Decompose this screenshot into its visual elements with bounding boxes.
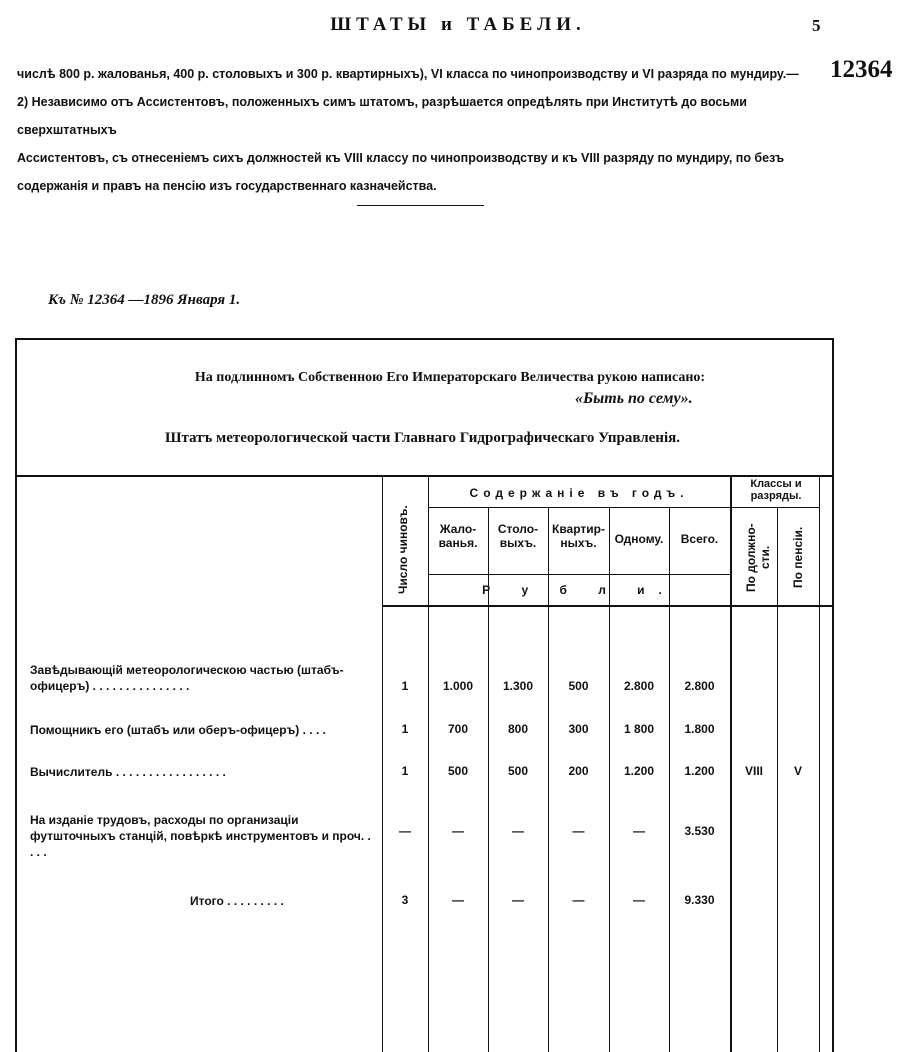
row-value: 1.000 [442, 679, 474, 693]
row-name: На изданіе трудовъ, расходы по организаціи футшточныхъ станцій, повѣркѣ инструментовъ и проч. . . . . [30, 813, 371, 859]
paragraph [17, 60, 817, 200]
running-header: ШТАТЫ и ТАБЕЛИ. [330, 14, 586, 35]
divider [777, 507, 778, 1052]
row-value: — [572, 824, 585, 838]
row-value: — [633, 893, 645, 907]
approval-text: На подлинномъ Собственною Его Императорскаго Величества рукою написано: [194, 370, 706, 385]
divider [819, 477, 820, 1052]
row-count: 1 [401, 764, 409, 778]
col-header: Столо-выхъ. [497, 522, 539, 550]
row-value: 2.800 [623, 679, 655, 693]
para-line: 2) Независимо отъ Ассистентовъ, положенныхъ симъ штатомъ, разрѣшается опредѣлять при Институтѣ до восьми сверхштатныхъ [17, 95, 747, 137]
page-number: 5 [812, 16, 821, 35]
row-name: Вычислитель . . . . . . . . . . . . . . . . . [30, 765, 226, 779]
approval-quote: «Быть по сему». [575, 390, 693, 407]
divider [15, 475, 832, 477]
row-value: 200 [568, 764, 589, 778]
table-title: Штатъ метеорологической части Главнаго Гидрографическаго Управленія. [165, 430, 680, 446]
row-value: 1 800 [623, 722, 655, 736]
row-value: — [512, 893, 524, 907]
row-value: 800 [507, 722, 529, 736]
row-value: — [452, 893, 464, 907]
row-value: 300 [568, 722, 589, 736]
row-post-class: VIII [744, 764, 763, 778]
row-name: Завѣдывающій метеорологическою частью (штабъ-офицеръ) . . . . . . . . . . . . . . . [30, 663, 344, 693]
row-count: — [399, 824, 411, 838]
col-count-header: Число чиновъ. [396, 505, 410, 595]
row-value: — [633, 824, 645, 838]
row-value: 700 [447, 722, 469, 736]
row-value: 1.200 [623, 764, 655, 778]
row-value: 9.330 [684, 893, 715, 907]
salary-group-header: Содержаніе въ годъ. [469, 486, 689, 500]
col-header: Всего. [680, 532, 719, 546]
divider [428, 574, 730, 575]
row-value: 2.800 [684, 679, 715, 693]
para-line: числѣ 800 р. жалованья, 400 р. столовыхъ и 300 р. квартирныхъ), VI класса по чинопроизводству и VI разряда по мундиру.— [17, 67, 799, 81]
row-value: — [452, 824, 464, 838]
row-value: 1.800 [684, 722, 715, 736]
row-count: 1 [401, 722, 409, 736]
class-group-header: Классы и разряды. [750, 478, 802, 502]
row-value: 500 [447, 764, 469, 778]
decree-date: Къ № 12364 —1896 Января 1. [48, 292, 241, 308]
col-header: Жало-ванья. [438, 522, 478, 550]
divider [428, 507, 730, 508]
col-post-header: По должно-сти. [744, 523, 772, 592]
row-value: 3.530 [684, 824, 715, 838]
col-header: Одному. [614, 532, 664, 546]
para-line: содержанія и правъ на пенсію изъ государственнаго казначейства. [17, 179, 437, 193]
row-value: 500 [507, 764, 529, 778]
row-count: 3 [401, 893, 409, 907]
row-pension-class: V [793, 764, 802, 778]
row-name: Помощникъ его (штабъ или оберъ-офицеръ) . . . . [30, 723, 326, 737]
row-value: 1.200 [684, 764, 715, 778]
divider [382, 605, 832, 607]
divider [730, 507, 820, 508]
rubles-label: Р у б л и. [482, 583, 676, 597]
row-name: Итого . . . . . . . . . [190, 894, 284, 908]
para-line: Ассистентовъ, съ отнесеніемъ сихъ должностей къ VIII классу по чинопроизводству и къ VIII разряду по мундиру, по безъ [17, 151, 785, 165]
col-header: Квартир-ныхъ. [552, 522, 605, 550]
law-number: 12364 [830, 56, 893, 83]
row-value: — [572, 893, 585, 907]
row-value: — [512, 824, 524, 838]
divider [357, 205, 484, 206]
col-pension-header: По пенсіи. [791, 526, 805, 589]
row-count: 1 [401, 679, 409, 693]
row-value: 500 [568, 679, 589, 693]
row-value: 1.300 [502, 679, 534, 693]
